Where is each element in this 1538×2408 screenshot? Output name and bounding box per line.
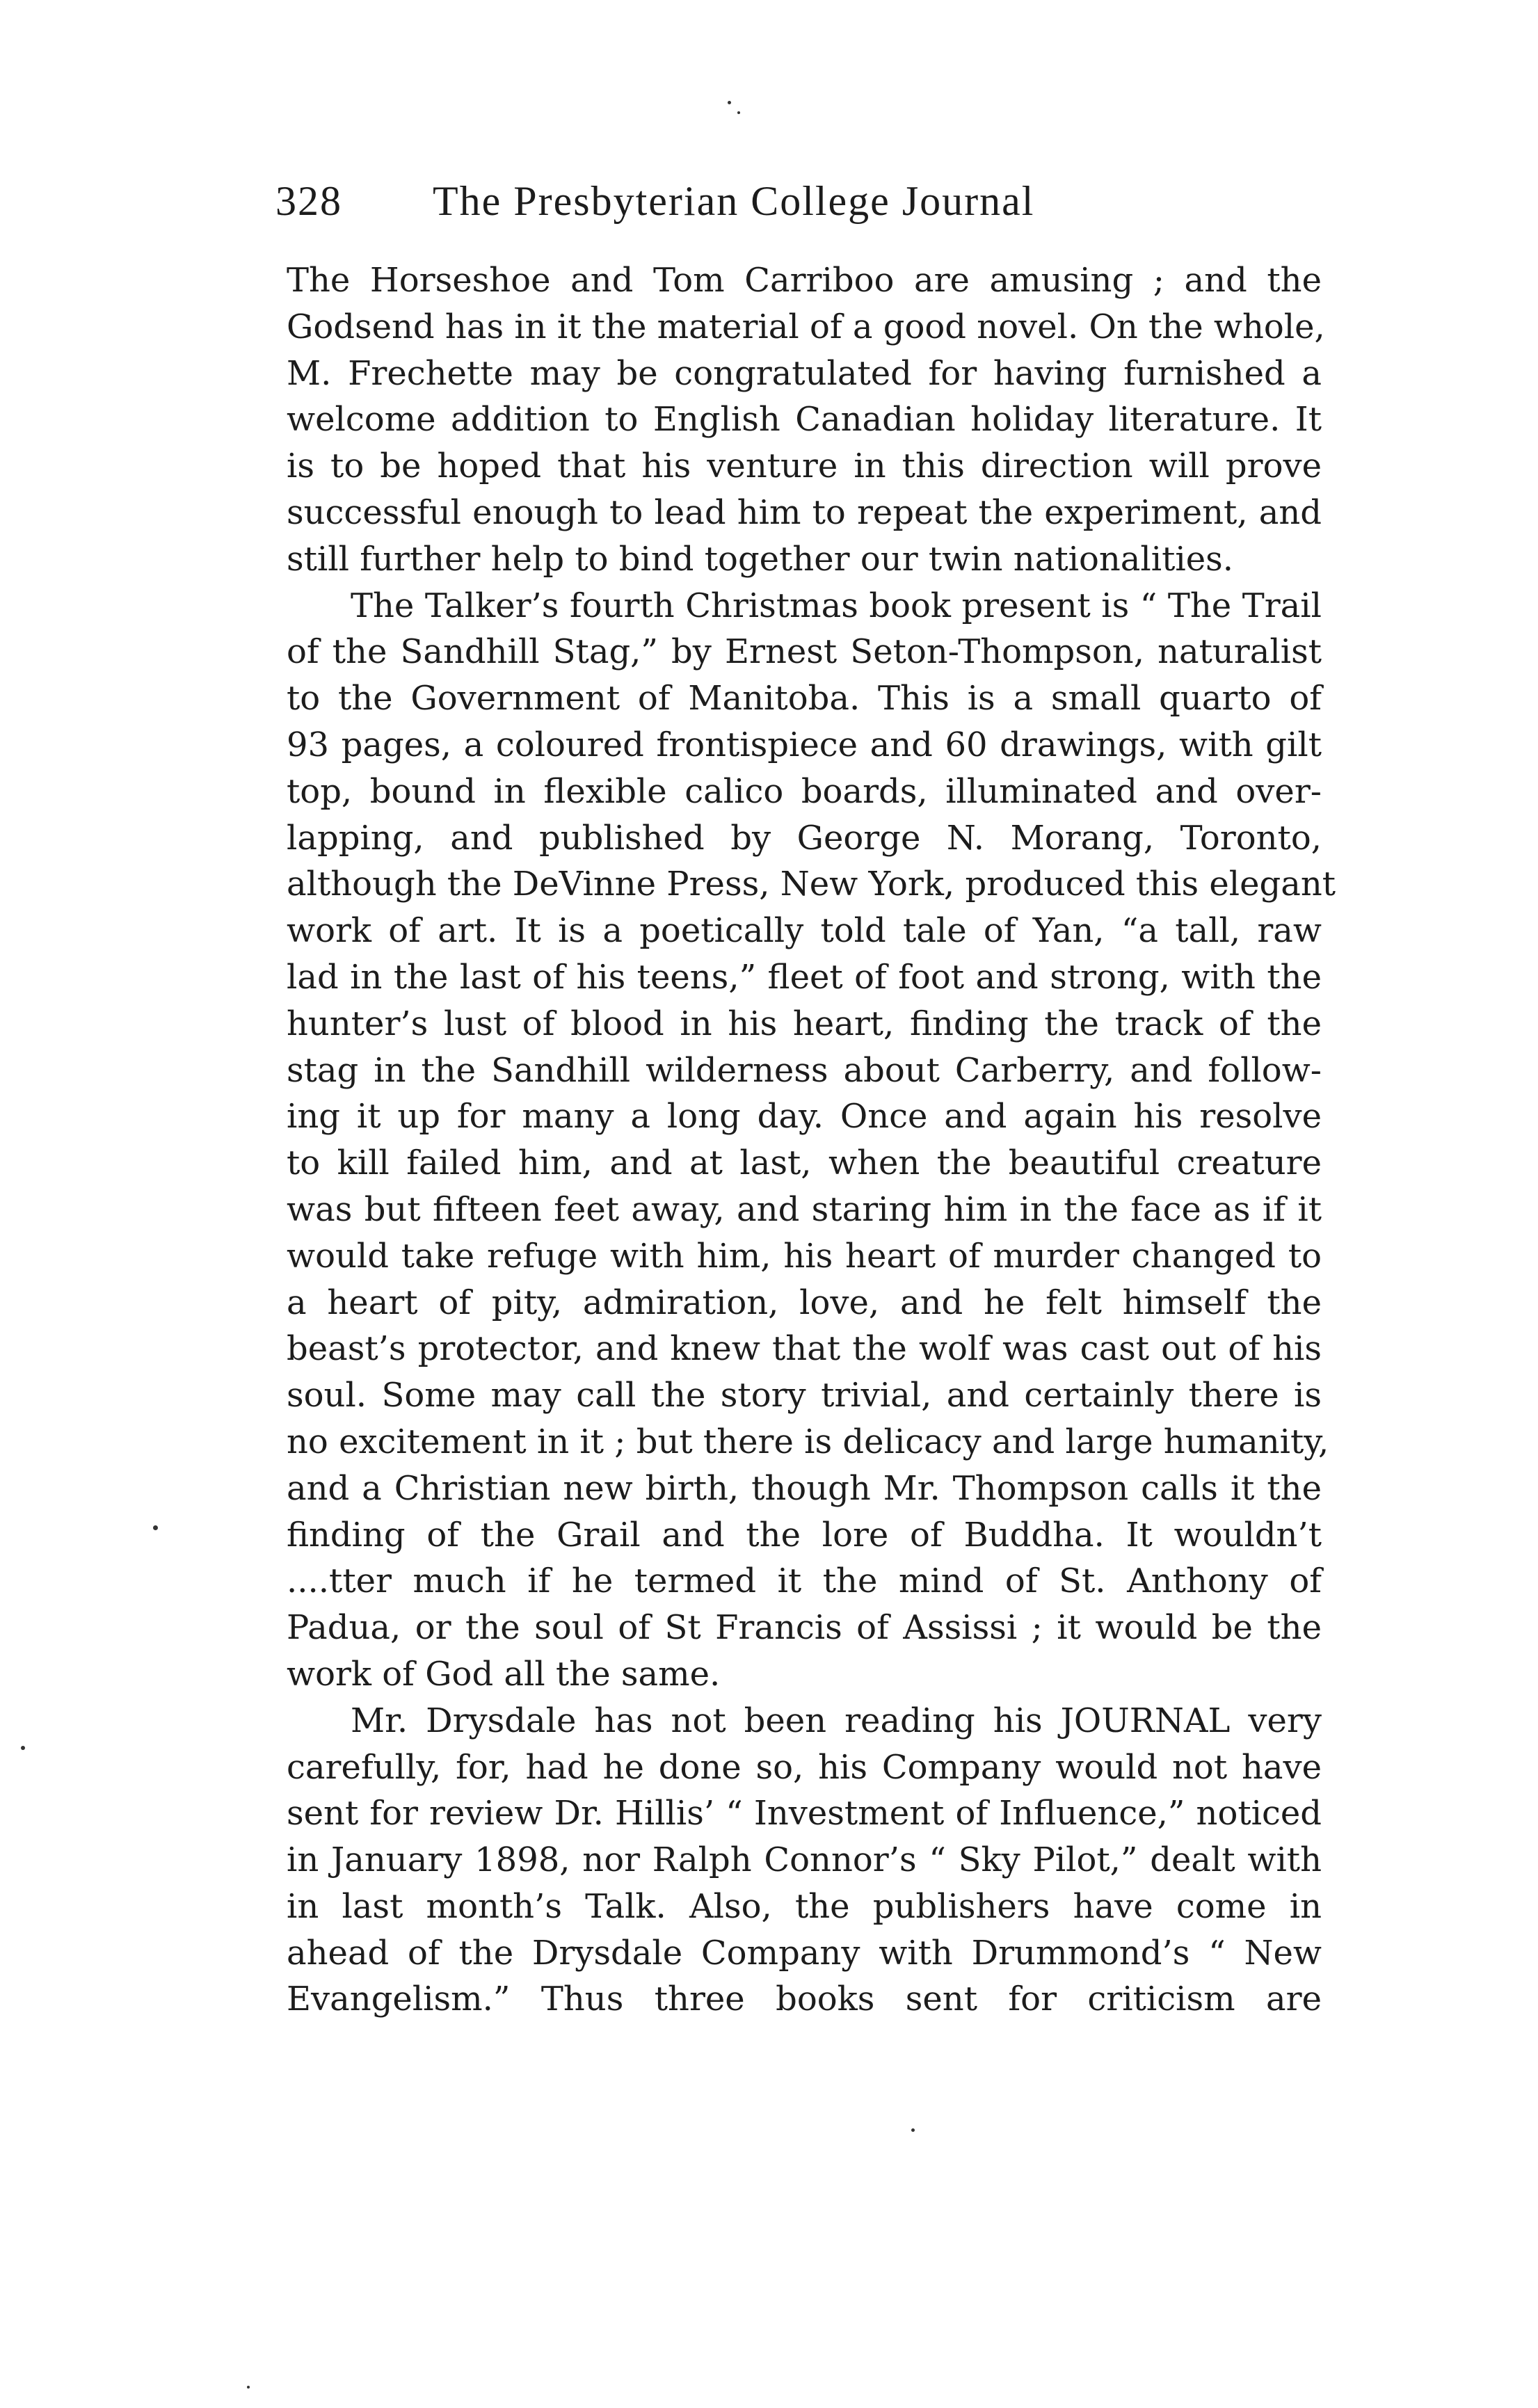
text-line: was but fifteen feet away, and staring him in the face as if it	[287, 1189, 1322, 1229]
paragraph	[287, 1698, 1322, 2023]
scan-speck	[911, 2128, 915, 2132]
text-line: Mr. Drysdale has not been reading his JOURNAL very	[351, 1701, 1322, 1740]
text-line: to the Government of Manitoba. This is a small quarto of	[287, 679, 1322, 719]
text-line: in last month’s Talk. Also, the publishers have come in	[287, 1886, 1322, 1926]
text-line: work of art. It is a poetically told tale of Yan, “a tall, raw	[287, 911, 1322, 951]
text-line: hunter’s lust of blood in his heart, finding the track of the	[287, 1004, 1322, 1043]
text-line: carefully, for, had he done so, his Company would not have	[287, 1747, 1322, 1787]
text-line: a heart of pity, admiration, love, and he felt himself the	[287, 1283, 1322, 1322]
running-header	[275, 177, 1180, 233]
text-line: although the DeVinne Press, New York, produced this elegant	[287, 865, 1336, 904]
text-line: ing it up for many a long day. Once and again his resolve	[287, 1097, 1322, 1137]
text-line: stag in the Sandhill wilderness about Carberry, and follow-	[287, 1050, 1322, 1090]
paragraph	[287, 257, 1325, 583]
text-line: soul. Some may call the story trivial, and certainly there is	[287, 1376, 1322, 1415]
text-line: 93 pages, a coloured frontispiece and 60 drawings, with gilt	[287, 725, 1322, 764]
text-line: lad in the last of his teens,” fleet of foot and strong, with the	[287, 957, 1322, 997]
text-line: Padua, or the soul of St Francis of Assissi ; it would be the	[287, 1608, 1322, 1648]
running-title: The Presbyterian College Journal	[433, 178, 1035, 224]
scan-speck	[153, 1525, 158, 1530]
text-line: The Horseshoe and Tom Carriboo are amusing ; and the	[287, 261, 1322, 300]
scan-speck	[737, 111, 740, 114]
text-line: M. Frechette may be congratulated for having furnished a	[287, 353, 1322, 393]
text-line: top, bound in flexible calico boards, illuminated and over-	[287, 771, 1322, 811]
text-line: of the Sandhill Stag,” by Ernest Seton-Thompson, naturalist	[287, 632, 1322, 672]
text-line: finding of the Grail and the lore of Buddha. It wouldn’t	[287, 1515, 1322, 1555]
text-line: Godsend has in it the material of a good novel. On the whole,	[287, 307, 1325, 346]
text-line: and a Christian new birth, though Mr. Thompson calls it the	[287, 1468, 1322, 1508]
text-line: work of God all the same.	[287, 1654, 721, 1694]
text-line: welcome addition to English Canadian holiday literature. It	[287, 400, 1322, 440]
scan-speck	[247, 2386, 250, 2389]
text-line: Evangelism.” Thus three books sent for criticism are	[287, 1980, 1322, 2019]
text-line: still further help to bind together our twin nationalities.	[287, 539, 1234, 579]
text-line: ahead of the Drysdale Company with Drummond’s “ New	[287, 1933, 1322, 1973]
scan-speck	[728, 101, 731, 104]
paragraph	[287, 583, 1336, 1698]
text-line: sent for review Dr. Hillis’ “ Investment of Influence,” noticed	[287, 1794, 1322, 1833]
text-line: The Talker’s fourth Christmas book present is “ The Trail	[351, 586, 1322, 625]
text-line: to kill failed him, and at last, when the beautiful creature	[287, 1143, 1322, 1183]
text-line: successful enough to lead him to repeat the experiment, and	[287, 492, 1322, 532]
text-line: no excitement in it ; but there is delicacy and large humanity,	[287, 1422, 1329, 1461]
scan-speck	[21, 1746, 25, 1750]
text-line: lapping, and published by George N. Morang, Toronto,	[287, 818, 1322, 858]
text-line: is to be hoped that his venture in this direction will prove	[287, 447, 1322, 486]
body-text	[287, 257, 1336, 2023]
text-line: would take refuge with him, his heart of murder changed to	[287, 1236, 1322, 1276]
page-number: 328	[275, 178, 342, 224]
text-line: in January 1898, nor Ralph Connor’s “ Sky Pilot,” dealt with	[287, 1840, 1322, 1880]
text-line: ....tter much if he termed it the mind of St. Anthony of	[287, 1562, 1322, 1601]
text-line: beast’s protector, and knew that the wolf was cast out of his	[287, 1329, 1322, 1369]
